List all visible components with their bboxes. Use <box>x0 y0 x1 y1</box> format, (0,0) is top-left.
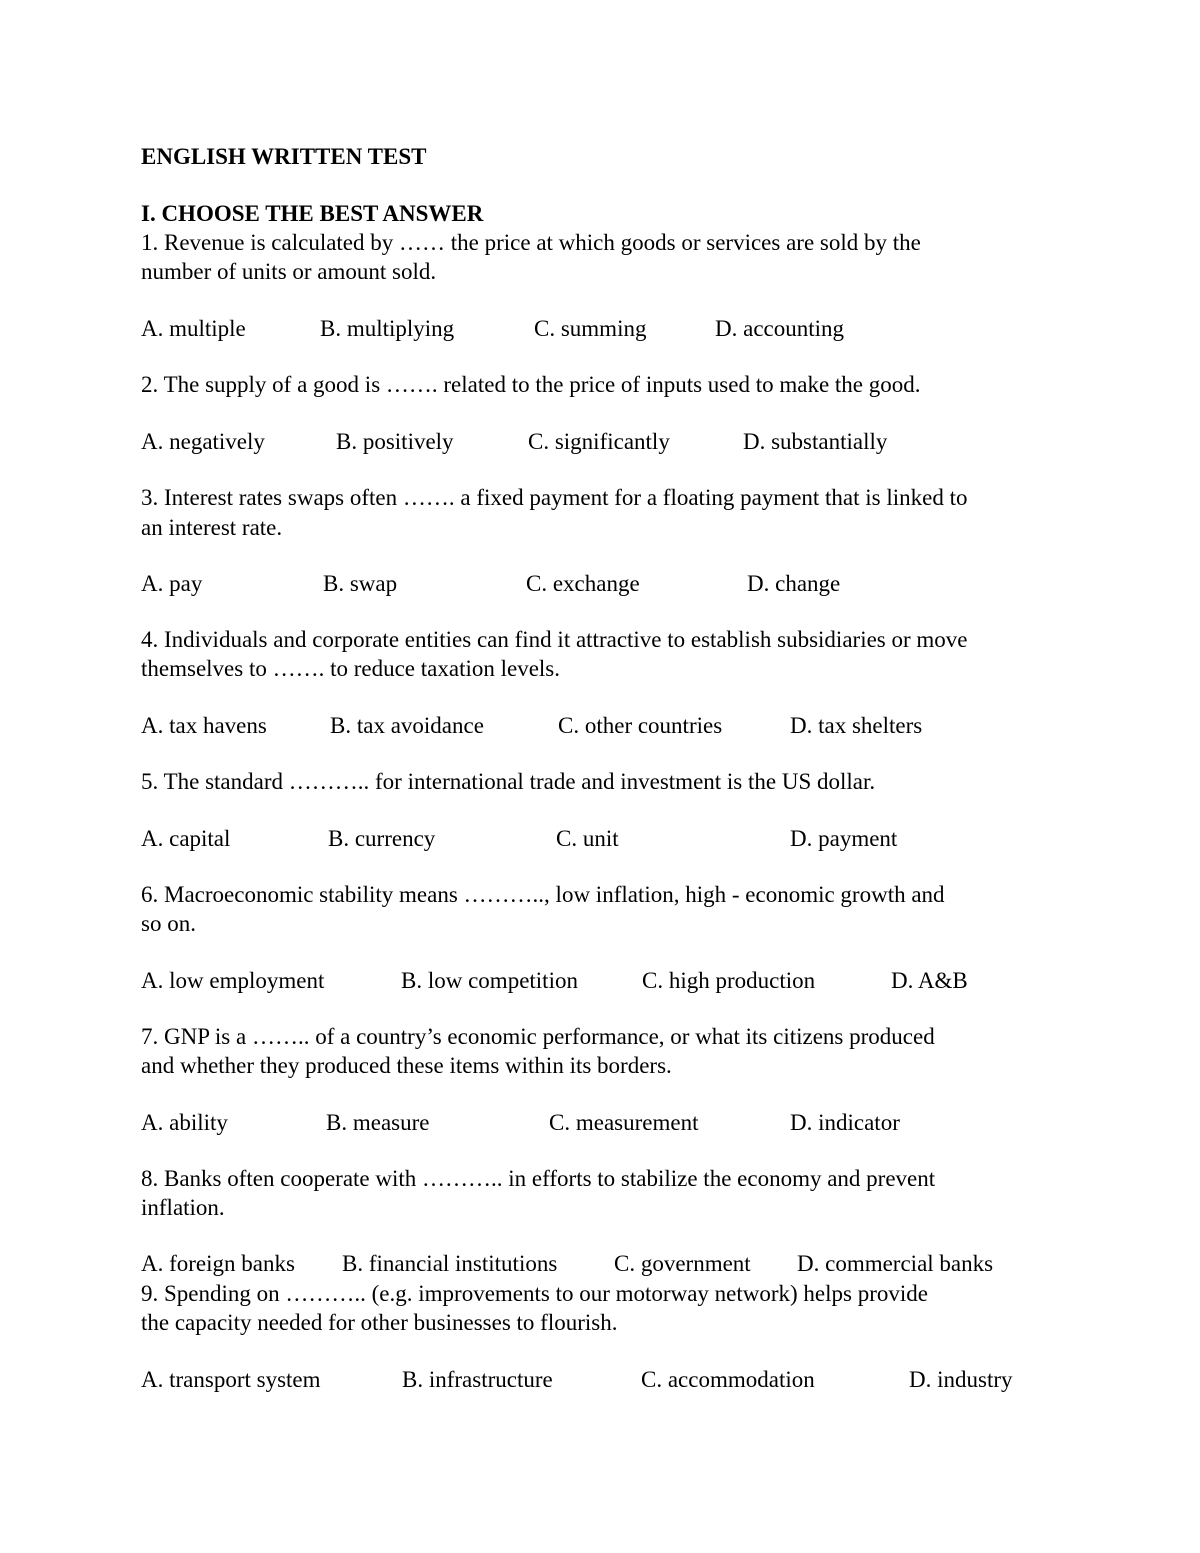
question-1-text-line-2: number of units or amount sold. <box>141 259 437 284</box>
question-7-option-b: B. measure <box>326 1110 430 1135</box>
question-2-option-d: D. substantially <box>743 429 888 454</box>
question-3-option-c: C. exchange <box>526 571 640 596</box>
question-3-option-d: D. change <box>747 571 841 596</box>
question-5-option-a: A. capital <box>141 826 231 851</box>
question-1-option-d: D. accounting <box>715 316 845 341</box>
question-7-option-d: D. indicator <box>790 1110 900 1135</box>
question-6-option-b: B. low competition <box>401 968 578 993</box>
question-4-option-b: B. tax avoidance <box>330 713 484 738</box>
question-4-text-line-1: 4. Individuals and corporate entities can find it attractive to establish subsidiaries or move <box>141 627 968 652</box>
question-7-text-line-2: and whether they produced these items within its borders. <box>141 1053 672 1078</box>
question-6-option-c: C. high production <box>642 968 816 993</box>
question-4-text-line-2: themselves to ……. to reduce taxation levels. <box>141 656 560 681</box>
question-6-text-line-2: so on. <box>141 911 196 936</box>
question-7-option-a: A. ability <box>141 1110 228 1135</box>
question-7-option-c: C. measurement <box>549 1110 699 1135</box>
question-5-text-line-1: 5. The standard ……….. for international trade and investment is the US dollar. <box>141 769 876 794</box>
question-5-option-c: C. unit <box>556 826 619 851</box>
question-5-option-b: B. currency <box>328 826 436 851</box>
question-8-text-line-2: inflation. <box>141 1195 225 1220</box>
question-3-text-line-1: 3. Interest rates swaps often ……. a fixed payment for a floating payment that is linked to <box>141 485 968 510</box>
question-8-option-a: A. foreign banks <box>141 1251 295 1276</box>
question-6-option-d: D. A&B <box>891 968 968 993</box>
question-9-option-b: B. infrastructure <box>402 1367 553 1392</box>
question-2-option-b: B. positively <box>336 429 454 454</box>
question-7-text-line-1: 7. GNP is a …….. of a country’s economic performance, or what its citizens produced <box>141 1024 935 1049</box>
question-9-text-line-1: 9. Spending on ……….. (e.g. improvements to our motorway network) helps provide <box>141 1281 928 1306</box>
question-1-option-c: C. summing <box>534 316 647 341</box>
document-title: ENGLISH WRITTEN TEST <box>141 144 427 169</box>
question-1-text-line-1: 1. Revenue is calculated by …… the price at which goods or services are sold by the <box>141 230 921 255</box>
question-9-option-c: C. accommodation <box>641 1367 815 1392</box>
question-2-option-a: A. negatively <box>141 429 265 454</box>
question-4-option-c: C. other countries <box>558 713 723 738</box>
question-6-option-a: A. low employment <box>141 968 325 993</box>
question-9-option-a: A. transport system <box>141 1367 321 1392</box>
question-3-text-line-2: an interest rate. <box>141 515 283 540</box>
question-3-option-a: A. pay <box>141 571 203 596</box>
question-9-option-d: D. industry <box>909 1367 1013 1392</box>
question-4-option-a: A. tax havens <box>141 713 267 738</box>
question-9-text-line-2: the capacity needed for other businesses to flourish. <box>141 1310 618 1335</box>
question-2-text-line-1: 2. The supply of a good is ……. related to the price of inputs used to make the good. <box>141 372 921 397</box>
question-8-option-b: B. financial institutions <box>342 1251 558 1276</box>
question-6-text-line-1: 6. Macroeconomic stability means ……….., low inflation, high - economic growth and <box>141 882 945 907</box>
question-8-option-d: D. commercial banks <box>797 1251 994 1276</box>
section-heading: I. CHOOSE THE BEST ANSWER <box>141 201 484 226</box>
question-3-option-b: B. swap <box>323 571 398 596</box>
question-8-text-line-1: 8. Banks often cooperate with ……….. in efforts to stabilize the economy and prevent <box>141 1166 936 1191</box>
question-1-option-b: B. multiplying <box>320 316 455 341</box>
question-8-option-c: C. government <box>614 1251 751 1276</box>
question-5-option-d: D. payment <box>790 826 898 851</box>
question-1-option-a: A. multiple <box>141 316 246 341</box>
question-4-option-d: D. tax shelters <box>790 713 923 738</box>
question-2-option-c: C. significantly <box>528 429 670 454</box>
